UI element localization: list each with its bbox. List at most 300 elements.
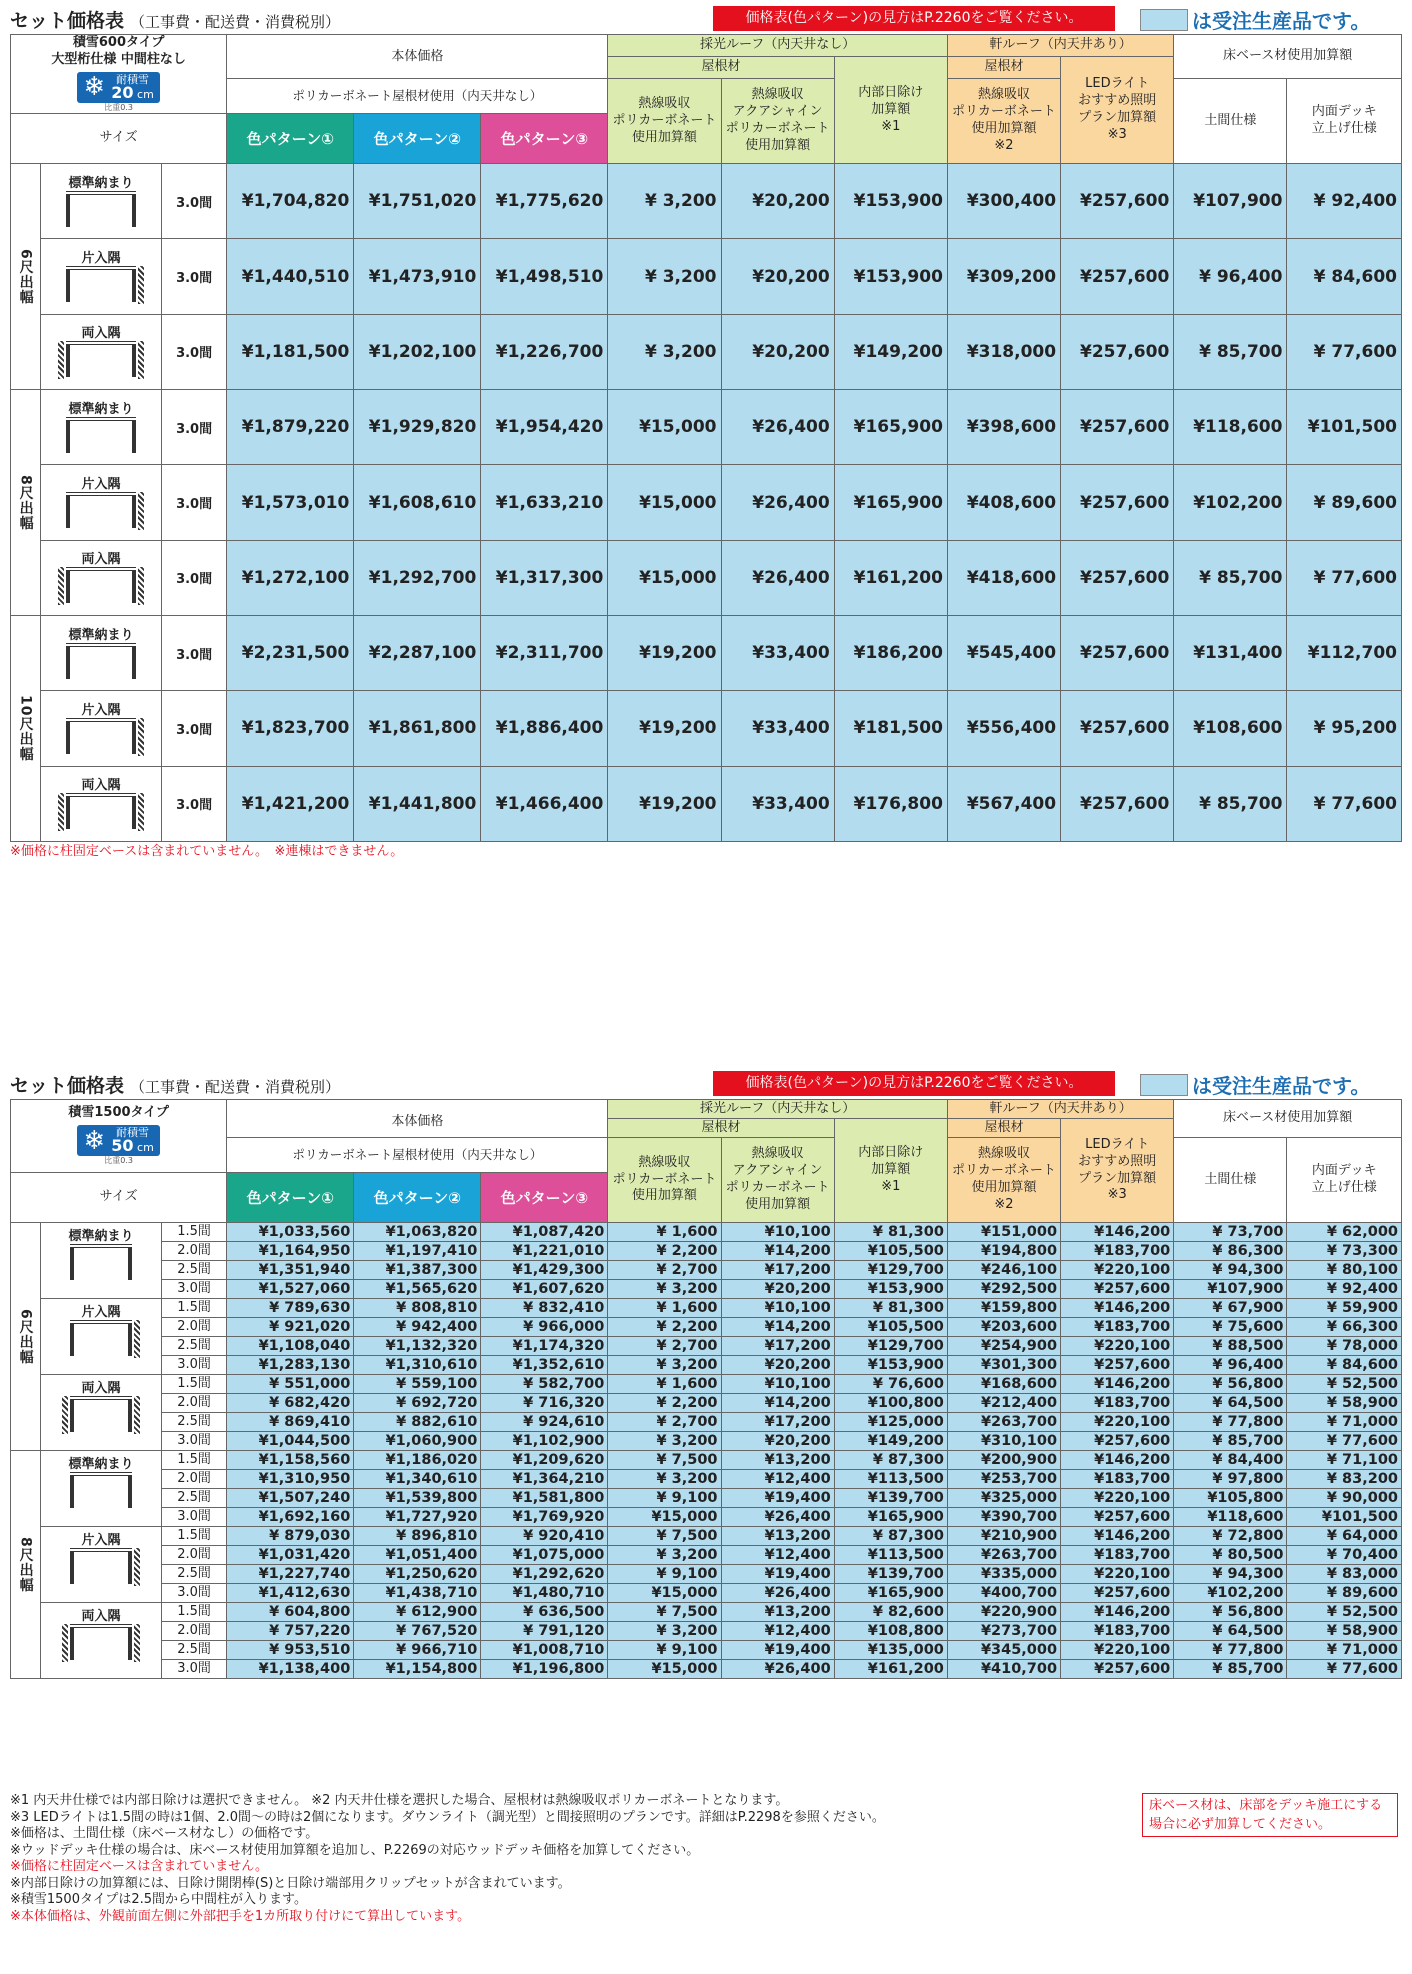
table-row [11, 1318, 1402, 1337]
price-cell: ¥ 3,200 [608, 1432, 721, 1451]
wall-hatch-icon [58, 793, 64, 831]
table-row [11, 1356, 1402, 1375]
price-cell: ¥1,861,800 [354, 691, 481, 766]
price-cell: ¥146,200 [1061, 1299, 1174, 1318]
price-cell: ¥220,100 [1061, 1337, 1174, 1356]
price-cell: ¥1,132,320 [354, 1337, 481, 1356]
badge-unit: cm [137, 1141, 154, 1155]
price-cell: ¥ 80,500 [1174, 1546, 1287, 1565]
noki-roof-header: 軒ルーフ（内天井あり） [947, 1100, 1173, 1119]
price-cell: ¥165,900 [834, 1508, 947, 1527]
led-l2: おすすめ照明 [1078, 93, 1157, 109]
price-cell: ¥ 84,600 [1287, 1356, 1402, 1375]
price-cell: ¥ 70,400 [1287, 1546, 1402, 1565]
price-cell: ¥ 3,200 [608, 1546, 721, 1565]
pattern-notice-1: 価格表(色パターン)の見方はP.2260をご覧ください。 [713, 6, 1115, 31]
wall-hatch-icon [62, 1396, 68, 1434]
aqua-l1: 熱線吸収 [751, 1146, 804, 1162]
table-row [11, 1451, 1402, 1470]
price-cell: ¥2,287,100 [354, 615, 481, 690]
price-cell: ¥139,700 [834, 1565, 947, 1584]
color-pattern-1-header: 色パターン① [227, 1173, 354, 1223]
price-cell: ¥186,200 [834, 615, 947, 690]
price-cell: ¥20,200 [721, 1280, 834, 1299]
footnotes [10, 1793, 1135, 1925]
shape-cell [41, 1223, 162, 1299]
price-cell: ¥15,000 [608, 540, 721, 615]
price-cell: ¥1,202,100 [354, 314, 481, 389]
price-cell: ¥ 612,900 [354, 1603, 481, 1622]
table-row [11, 1489, 1402, 1508]
aqua-l1: 熱線吸収 [751, 87, 804, 103]
price-cell: ¥257,600 [1061, 465, 1174, 540]
inner-shade-header [834, 1119, 947, 1223]
price-cell: ¥ 966,000 [481, 1318, 608, 1337]
carport-shape-icon [66, 492, 136, 528]
price-cell: ¥1,352,610 [481, 1356, 608, 1375]
price-cell: ¥1,317,300 [481, 540, 608, 615]
price-cell: ¥1,158,560 [227, 1451, 354, 1470]
price-cell: ¥ 76,600 [834, 1375, 947, 1394]
price-cell: ¥1,221,010 [481, 1242, 608, 1261]
price-cell: ¥1,197,410 [354, 1242, 481, 1261]
snowflake-icon: ❄ [83, 1125, 106, 1156]
price-cell: ¥153,900 [834, 1280, 947, 1299]
price-cell: ¥1,226,700 [481, 314, 608, 389]
heat-l2: ポリカーボネート [612, 112, 717, 128]
price-cell: ¥ 1,600 [608, 1375, 721, 1394]
shape-cell [41, 390, 162, 465]
floor-base-warning: 床ベース材は、床部をデッキ施工にする場合に必ず加算してください。 [1142, 1793, 1398, 1837]
price-cell: ¥15,000 [608, 1660, 721, 1679]
footnote: ※3 LEDライトは1.5間の時は1個、2.0間～の時は2個になります。ダウンライト（調光型）と間接照明のプランです。詳細はP.2298を参照ください。 [10, 1809, 885, 1825]
depth-group-label: 6尺出幅 [11, 164, 41, 390]
size-cell: 3.0間 [161, 1584, 226, 1603]
table-row [11, 615, 1402, 690]
price-cell: ¥183,700 [1061, 1546, 1174, 1565]
price-cell: ¥1,063,820 [354, 1223, 481, 1242]
price-cell: ¥1,751,020 [354, 164, 481, 239]
price-cell: ¥257,600 [1061, 1508, 1174, 1527]
led-l4: ※3 [1107, 126, 1127, 142]
price-cell: ¥ 96,400 [1174, 1356, 1287, 1375]
noki-heat-absorb-header [947, 79, 1060, 164]
heat-l3: 使用加算額 [631, 129, 697, 145]
price-cell: ¥ 2,200 [608, 1318, 721, 1337]
price-cell: ¥309,200 [947, 239, 1060, 314]
badge-value: 20 [111, 82, 134, 102]
led-l2: おすすめ照明 [1078, 1153, 1157, 1169]
price-cell: ¥ 64,500 [1174, 1394, 1287, 1413]
footnote: ※価格に柱固定ベースは含まれていません。 [10, 1859, 269, 1874]
price-cell: ¥246,100 [947, 1261, 1060, 1280]
wall-hatch-icon [58, 341, 64, 379]
noki-heat-l1: 熱線吸収 [977, 1146, 1030, 1162]
price-cell: ¥17,200 [721, 1337, 834, 1356]
led-l1: LEDライト [1085, 76, 1150, 92]
shape-cell [41, 465, 162, 540]
price-cell: ¥161,200 [834, 1660, 947, 1679]
price-cell: ¥146,200 [1061, 1603, 1174, 1622]
snow-load-badge [77, 1125, 159, 1156]
shape-cell [41, 314, 162, 389]
noki-heat-l2: ポリカーボネート [952, 104, 1056, 120]
price-cell: ¥1,775,620 [481, 164, 608, 239]
table1-note: ※価格に柱固定ベースは含まれていません。 ※連棟はできません。 [10, 843, 404, 859]
price-cell: ¥ 767,520 [354, 1622, 481, 1641]
price-cell: ¥1,227,740 [227, 1565, 354, 1584]
table-row [11, 1242, 1402, 1261]
price-cell: ¥105,500 [834, 1242, 947, 1261]
shape-label: 両入隅 [81, 552, 121, 568]
table-row [11, 1470, 1402, 1489]
price-cell: ¥345,000 [947, 1641, 1060, 1660]
price-cell: ¥1,209,620 [481, 1451, 608, 1470]
shape-label: 両入隅 [81, 778, 121, 794]
price-cell: ¥ 2,700 [608, 1261, 721, 1280]
price-cell: ¥ 920,410 [481, 1527, 608, 1546]
price-cell: ¥257,600 [1061, 1584, 1174, 1603]
price-cell: ¥ 2,700 [608, 1413, 721, 1432]
size-cell: 2.0間 [161, 1470, 226, 1489]
shape-cell [41, 1603, 162, 1679]
shape-label: 標準納まり [68, 175, 134, 191]
heat-l2: ポリカーボネート [612, 1171, 717, 1187]
price-cell: ¥ 89,600 [1287, 465, 1402, 540]
price-cell: ¥12,400 [721, 1622, 834, 1641]
price-cell: ¥33,400 [721, 691, 834, 766]
price-cell: ¥ 85,700 [1174, 314, 1287, 389]
price-cell: ¥ 604,800 [227, 1603, 354, 1622]
price-cell: ¥159,800 [947, 1299, 1060, 1318]
price-cell: ¥113,500 [834, 1470, 947, 1489]
size-cell: 2.5間 [161, 1489, 226, 1508]
price-section-1 [10, 0, 1402, 860]
price-cell: ¥1,769,920 [481, 1508, 608, 1527]
specific-gravity: 比重0.3 [104, 1156, 134, 1166]
carport-shape-icon [70, 1624, 132, 1660]
shape-label: 標準納まり [68, 401, 134, 417]
depth-group-label: 8尺出幅 [11, 1451, 41, 1679]
wall-hatch-icon [134, 1320, 140, 1358]
specific-gravity: 比重0.3 [104, 102, 134, 112]
noki-heat-l3: 使用加算額 [971, 121, 1037, 137]
shape-label: 片入隅 [81, 251, 121, 267]
table-row [11, 1413, 1402, 1432]
inner-deck-header [1287, 1138, 1402, 1223]
price-cell: ¥146,200 [1061, 1375, 1174, 1394]
table-row [11, 1603, 1402, 1622]
price-cell: ¥ 86,300 [1174, 1242, 1287, 1261]
price-cell: ¥ 92,400 [1287, 164, 1402, 239]
price-cell: ¥1,102,900 [481, 1432, 608, 1451]
price-cell: ¥335,000 [947, 1565, 1060, 1584]
title-bar-1 [10, 0, 1402, 34]
table-row [11, 1584, 1402, 1603]
size-cell: 3.0間 [161, 239, 226, 314]
price-cell: ¥108,600 [1174, 691, 1287, 766]
inner-l3: ※1 [881, 118, 901, 134]
price-cell: ¥257,600 [1061, 1660, 1174, 1679]
heat-l3: 使用加算額 [631, 1188, 697, 1204]
price-cell: ¥ 3,200 [608, 1622, 721, 1641]
color-pattern-3-header: 色パターン③ [481, 1173, 608, 1223]
price-cell: ¥ 64,500 [1174, 1622, 1287, 1641]
type-cell [11, 1100, 227, 1173]
price-cell: ¥20,200 [721, 1432, 834, 1451]
size-cell: 1.5間 [161, 1451, 226, 1470]
color-pattern-3-header: 色パターン③ [481, 114, 608, 164]
price-cell: ¥194,800 [947, 1242, 1060, 1261]
price-cell: ¥ 58,900 [1287, 1622, 1402, 1641]
price-cell: ¥1,154,800 [354, 1660, 481, 1679]
wall-hatch-icon [138, 793, 144, 831]
price-cell: ¥556,400 [947, 691, 1060, 766]
price-cell: ¥1,283,130 [227, 1356, 354, 1375]
noki-heat-l2: ポリカーボネート [952, 1163, 1056, 1179]
price-cell: ¥139,700 [834, 1489, 947, 1508]
type-cell [11, 35, 227, 114]
deck-l2: 立上げ仕様 [1311, 1180, 1377, 1195]
price-cell: ¥212,400 [947, 1394, 1060, 1413]
price-cell: ¥1,310,950 [227, 1470, 354, 1489]
price-cell: ¥ 921,020 [227, 1318, 354, 1337]
price-cell: ¥ 882,610 [354, 1413, 481, 1432]
price-cell: ¥ 56,800 [1174, 1375, 1287, 1394]
price-cell: ¥ 879,030 [227, 1527, 354, 1546]
inner-l1: 内部日除け [858, 84, 924, 100]
roof-material-header-2: 屋根材 [947, 1119, 1060, 1138]
price-cell: ¥1,196,800 [481, 1660, 608, 1679]
price-cell: ¥ 73,700 [1174, 1223, 1287, 1242]
price-cell: ¥ 85,700 [1174, 766, 1287, 841]
footnote: ※内部日除けの加算額には、日除け開閉棒(S)と日除け端部用クリップセットが含まれています。 [10, 1875, 571, 1891]
price-cell: ¥1,108,040 [227, 1337, 354, 1356]
inner-l3: ※1 [881, 1178, 901, 1194]
price-cell: ¥ 7,500 [608, 1527, 721, 1546]
price-cell: ¥220,100 [1061, 1261, 1174, 1280]
price-cell: ¥1,351,940 [227, 1261, 354, 1280]
polycarbonate-header: ポリカーボネート屋根材使用（内天井なし） [227, 1138, 608, 1173]
price-cell: ¥107,900 [1174, 1280, 1287, 1299]
noki-heat-l3: 使用加算額 [971, 1180, 1037, 1195]
price-cell: ¥ 83,000 [1287, 1565, 1402, 1584]
price-cell: ¥ 77,600 [1287, 540, 1402, 615]
price-cell: ¥153,900 [834, 164, 947, 239]
price-cell: ¥113,500 [834, 1546, 947, 1565]
title-subtitle: （工事費・配送費・消費税別） [130, 13, 341, 31]
size-cell: 3.0間 [161, 691, 226, 766]
price-cell: ¥ 3,200 [608, 239, 721, 314]
carport-shape-icon [70, 1548, 132, 1584]
price-cell: ¥183,700 [1061, 1242, 1174, 1261]
price-cell: ¥20,200 [721, 164, 834, 239]
price-cell: ¥ 791,120 [481, 1622, 608, 1641]
price-cell: ¥ 559,100 [354, 1375, 481, 1394]
price-cell: ¥257,600 [1061, 164, 1174, 239]
price-cell: ¥325,000 [947, 1489, 1060, 1508]
price-cell: ¥ 636,500 [481, 1603, 608, 1622]
price-cell: ¥1,438,710 [354, 1584, 481, 1603]
price-cell: ¥105,500 [834, 1318, 947, 1337]
price-cell: ¥ 94,300 [1174, 1261, 1287, 1280]
size-cell: 3.0間 [161, 390, 226, 465]
price-cell: ¥263,700 [947, 1413, 1060, 1432]
table-row [11, 314, 1402, 389]
badge-label: 耐積雪 [116, 1126, 150, 1140]
price-cell: ¥ 80,100 [1287, 1261, 1402, 1280]
title-text: セット価格表 [10, 1075, 125, 1097]
price-cell: ¥ 9,100 [608, 1489, 721, 1508]
wall-hatch-icon [138, 341, 144, 379]
depth-group-label: 10尺出幅 [11, 615, 41, 841]
wall-hatch-icon [62, 1624, 68, 1662]
price-cell: ¥165,900 [834, 1584, 947, 1603]
price-cell: ¥ 2,200 [608, 1394, 721, 1413]
price-cell: ¥410,700 [947, 1660, 1060, 1679]
pattern-notice-2: 価格表(色パターン)の見方はP.2260をご覧ください。 [713, 1071, 1115, 1096]
price-cell: ¥13,200 [721, 1603, 834, 1622]
price-cell: ¥101,500 [1287, 390, 1402, 465]
price-cell: ¥26,400 [721, 390, 834, 465]
price-cell: ¥ 94,300 [1174, 1565, 1287, 1584]
price-cell: ¥257,600 [1061, 1280, 1174, 1299]
price-cell: ¥ 97,800 [1174, 1470, 1287, 1489]
section-title-1 [10, 6, 340, 33]
price-cell: ¥1,429,300 [481, 1261, 608, 1280]
price-cell: ¥310,100 [947, 1432, 1060, 1451]
color-pattern-1-header: 色パターン① [227, 114, 354, 164]
carport-shape-icon [66, 341, 136, 377]
legend-swatch [1140, 1074, 1188, 1096]
led-l3: プラン加算額 [1078, 1170, 1157, 1186]
price-cell: ¥254,900 [947, 1337, 1060, 1356]
price-cell: ¥257,600 [1061, 314, 1174, 389]
price-cell: ¥ 1,600 [608, 1223, 721, 1242]
price-cell: ¥33,400 [721, 615, 834, 690]
price-cell: ¥ 96,400 [1174, 239, 1287, 314]
price-cell: ¥1,292,620 [481, 1565, 608, 1584]
shape-label: 片入隅 [81, 1533, 121, 1548]
price-cell: ¥26,400 [721, 540, 834, 615]
price-cell: ¥ 682,420 [227, 1394, 354, 1413]
heat-l1: 熱線吸収 [638, 1154, 691, 1170]
price-cell: ¥112,700 [1287, 615, 1402, 690]
price-cell: ¥ 81,300 [834, 1223, 947, 1242]
price-cell: ¥ 56,800 [1174, 1603, 1287, 1622]
aqua-l2: アクアシャイン [732, 1163, 823, 1179]
price-cell: ¥2,231,500 [227, 615, 354, 690]
price-cell: ¥1,340,610 [354, 1470, 481, 1489]
table-row [11, 390, 1402, 465]
shape-cell [41, 766, 162, 841]
footnote: ※価格は、土間仕様（床ベース材なし）の価格です。 [10, 1826, 319, 1841]
price-cell: ¥1,412,630 [227, 1584, 354, 1603]
price-cell: ¥ 85,700 [1174, 1432, 1287, 1451]
price-cell: ¥318,000 [947, 314, 1060, 389]
price-cell: ¥183,700 [1061, 1394, 1174, 1413]
price-cell: ¥ 67,900 [1174, 1299, 1287, 1318]
price-cell: ¥ 77,800 [1174, 1641, 1287, 1660]
size-header: サイズ [11, 114, 227, 164]
shape-cell [41, 1299, 162, 1375]
price-table-2 [10, 1099, 1402, 1679]
depth-group-label: 6尺出幅 [11, 1223, 41, 1451]
price-cell: ¥ 869,410 [227, 1413, 354, 1432]
price-cell: ¥ 85,700 [1174, 1660, 1287, 1679]
price-cell: ¥149,200 [834, 314, 947, 389]
price-cell: ¥263,700 [947, 1546, 1060, 1565]
price-cell: ¥1,507,240 [227, 1489, 354, 1508]
price-cell: ¥10,100 [721, 1223, 834, 1242]
price-cell: ¥129,700 [834, 1261, 947, 1280]
led-l3: プラン加算額 [1078, 110, 1157, 126]
price-table-1 [10, 34, 1402, 842]
type-name: 積雪1500タイプ [68, 1105, 169, 1121]
price-cell: ¥1,581,800 [481, 1489, 608, 1508]
aqua-shine-header [721, 79, 834, 164]
price-cell: ¥ 95,200 [1287, 691, 1402, 766]
price-cell: ¥ 82,600 [834, 1603, 947, 1622]
price-cell: ¥390,700 [947, 1508, 1060, 1527]
price-cell: ¥ 89,600 [1287, 1584, 1402, 1603]
price-cell: ¥ 3,200 [608, 164, 721, 239]
price-cell: ¥ 83,200 [1287, 1470, 1402, 1489]
price-cell: ¥ 808,810 [354, 1299, 481, 1318]
table-row [11, 1261, 1402, 1280]
price-cell: ¥ 9,100 [608, 1641, 721, 1660]
price-cell: ¥ 87,300 [834, 1527, 947, 1546]
price-cell: ¥257,600 [1061, 239, 1174, 314]
price-cell: ¥1,879,220 [227, 390, 354, 465]
title-text: セット価格表 [10, 10, 125, 32]
price-cell: ¥1,823,700 [227, 691, 354, 766]
size-cell: 3.0間 [161, 1356, 226, 1375]
price-cell: ¥146,200 [1061, 1223, 1174, 1242]
footnote: ※1 内天井仕様では内部日除けは選択できません。 ※2 内天井仕様を選択した場合、屋根材は熱線吸収ポリカーボネートとなります。 [10, 1793, 789, 1808]
type-subname: 大型桁仕様 中間柱なし [51, 51, 186, 67]
size-cell: 2.5間 [161, 1337, 226, 1356]
noki-heat-absorb-header [947, 1138, 1060, 1223]
price-cell: ¥ 84,400 [1174, 1451, 1287, 1470]
price-cell: ¥102,200 [1174, 465, 1287, 540]
led-light-header [1061, 1119, 1174, 1223]
size-cell: 2.5間 [161, 1565, 226, 1584]
aqua-l3: ポリカーボネート [725, 1180, 830, 1195]
price-cell: ¥1,364,210 [481, 1470, 608, 1489]
badge-unit: cm [137, 87, 154, 101]
section-title-2 [10, 1071, 340, 1098]
price-cell: ¥408,600 [947, 465, 1060, 540]
price-cell: ¥1,929,820 [354, 390, 481, 465]
price-cell: ¥183,700 [1061, 1622, 1174, 1641]
table-row [11, 1394, 1402, 1413]
led-l4: ※3 [1107, 1187, 1127, 1203]
price-cell: ¥ 7,500 [608, 1451, 721, 1470]
price-cell: ¥15,000 [608, 390, 721, 465]
wall-hatch-icon [138, 718, 144, 756]
price-cell: ¥19,400 [721, 1489, 834, 1508]
wall-hatch-icon [134, 1396, 140, 1434]
price-cell: ¥153,900 [834, 1356, 947, 1375]
price-cell: ¥146,200 [1061, 1451, 1174, 1470]
price-cell: ¥176,800 [834, 766, 947, 841]
price-cell: ¥ 71,000 [1287, 1641, 1402, 1660]
heat-l1: 熱線吸収 [638, 95, 691, 111]
price-cell: ¥14,200 [721, 1242, 834, 1261]
price-cell: ¥ 92,400 [1287, 1280, 1402, 1299]
price-cell: ¥2,311,700 [481, 615, 608, 690]
